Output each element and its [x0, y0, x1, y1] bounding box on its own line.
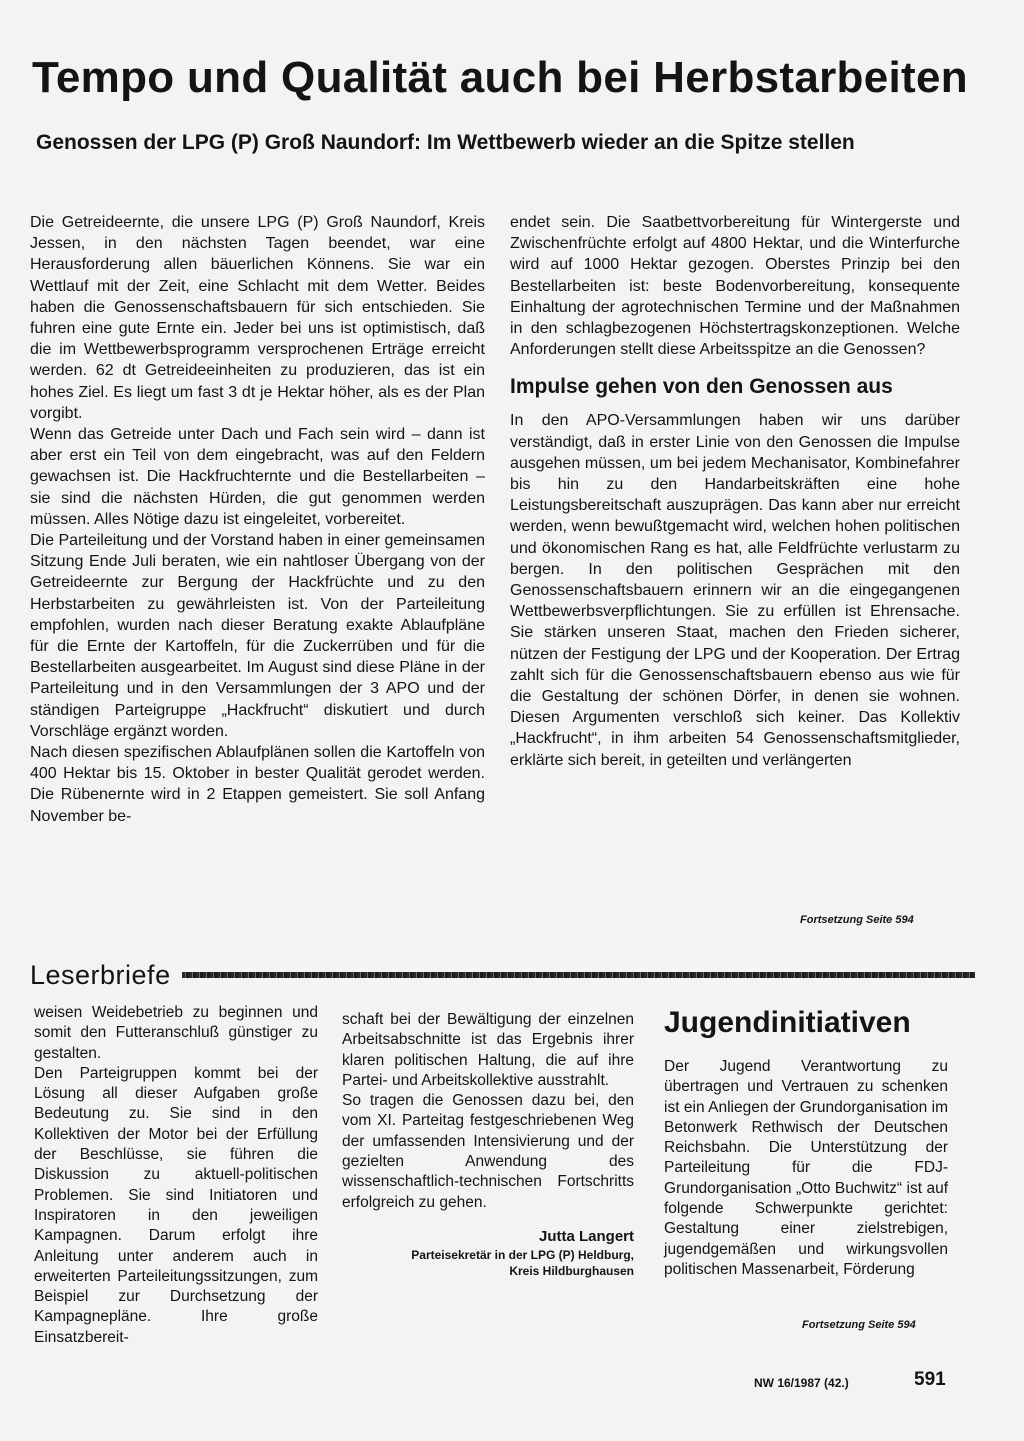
letter-paragraph: weisen Weidebetrieb zu beginnen und somit den Futteranschluß günstiger zu gestalten.	[34, 1004, 318, 1062]
letters-section-label: Leserbriefe	[30, 958, 181, 992]
letters-column-1	[34, 1003, 318, 1348]
letter-author-name: Jutta Langert	[538, 1227, 634, 1245]
youth-continuation-note: Fortsetzung Seite 594	[802, 1319, 916, 1331]
section-divider-rule	[182, 972, 975, 978]
letter-author-title: Parteisekretär in der LPG (P) Heldburg,	[411, 1248, 634, 1263]
youth-initiatives-column	[664, 1003, 948, 1280]
letter-paragraph: Den Parteigruppen kommt bei der Lösung all dieser Aufgaben große Bedeutung zu. Sie sind in den Kollektiven der Motor bei der Erfüllung der Beschlüsse, sie führen die Diskussion zu aktuell-politischen Problemen. Sie sind Initiatoren und Inspiratoren in den jeweiligen Kampagnen. Darum erfolgt ihre Anleitung unter anderem auch in erweiterten Parteileitungssitzungen, zum Beispiel zur Durchsetzung der Kampagnepläne. Ihre große Einsatzbereit-	[34, 1064, 318, 1346]
article-column-2	[510, 212, 960, 771]
article-paragraph: Die Getreideernte, die unsere LPG (P) Groß Naundorf, Kreis Jessen, in den nächsten Tagen beendet, war eine Herausforderung allen bäuerlichen Könnens. Sie war ein Wettlauf mit der Zeit, eine Schlacht mit dem Wetter. Beides haben die Genossenschaftsbauern für sich entschieden. Sie fuhren eine gute Ernte ein. Jeder bei uns ist optimistisch, daß die im Wettbewerbsprogramm versprochenen Erträge erreicht werden. 62 dt Getreideeinheiten zu produzieren, das ist ein hohes Ziel. Es liegt um fast 3 dt je Hektar höher, als es der Plan vorgibt.	[30, 214, 485, 422]
page-number: 591	[914, 1369, 946, 1390]
youth-initiatives-paragraph: Der Jugend Verantwortung zu übertragen und Vertrauen zu schenken ist ein Anliegen der Grundorganisation im Betonwerk Rethwisch der Deutschen Reichsbahn. Die Unterstützung der Parteileitung für die FDJ-Grundorganisation „Otto Buchwitz“ ist auf folgende Schwerpunkte gerichtet: Gestaltung einer zielstrebigen, jugendgemäßen und wirkungsvollen politischen Massenarbeit, Förderung	[664, 1058, 948, 1278]
letters-section-header	[30, 958, 975, 992]
article-paragraph: endet sein. Die Saatbettvorbereitung für Wintergerste und Zwischenfrüchte erfolgt auf 4800 Hektar, und die Winterfurche wird auf 1000 Hektar gezogen. Oberstes Prinzip bei den Bestellarbeiten ist: beste Bodenvorbereitung, konsequente Einhaltung der agrotechnischen Termine und der Maßnahmen in den schlagbezogenen Höchstertragskonzeptionen. Welche Anforderungen stellt diese Arbeitsspitze an die Genossen?	[510, 214, 960, 359]
article-headline: Tempo und Qualität auch bei Herbstarbeiten	[32, 53, 968, 102]
article-paragraph: Wenn das Getreide unter Dach und Fach sein wird – dann ist aber erst ein Teil von dem eingebracht, was auf den Feldern gewachsen ist. Die Hackfruchternte und die Bestellarbeiten – sie sind die nächsten Hürden, die gut genommen werden müssen. Alles Nötige dazu ist eingeleitet, vorbereitet.	[30, 426, 485, 528]
letter-author-place: Kreis Hildburghausen	[509, 1264, 634, 1279]
letter-paragraph: schaft bei der Bewältigung der einzelnen Arbeitsabschnitte ist das Ergebnis ihrer klaren politischen Haltung, die auf ihre Partei- und Arbeitskollektive ausstrahlt.	[342, 1011, 634, 1089]
letter-signature	[342, 1227, 634, 1279]
article-paragraph: In den APO-Versammlungen haben wir uns darüber verständigt, daß in erster Linie von den Genossen die Impulse ausgehen müssen, um bei jedem Mechanisator, Kombinefahrer bis hin zu den Handarbeitskräften eine hohe Leistungsbereitschaft auszuprägen. Das kann aber nur erreicht werden, wenn bewußtgemacht wird, welchen hohen politischen und ökonomischen Rang es hat, alle Feldfrüchte verlustarm zu bergen. In den politischen Gesprächen mit den Genossenschaftsbauern erinnern wir an die eingegangenen Wettbewerbsverpflichtungen. Sie zu erfüllen ist Ehrensache. Sie stärken unseren Staat, machen den Frieden sicherer, nützen der Festigung der LPG und der Kooperation. Der Ertrag zahlt sich für die Genossenschaftsbauern ebenso aus wie für die Gestaltung der schönen Dörfer, in denen sie wohnen. Diesen Argumenten verschloß sich keiner. Das Kollektiv „Hackfrucht“, in ihm arbeiten 54 Genossenschaftsmitglieder, erklärte sich bereit, in geteilten und verlängerten	[510, 412, 960, 769]
youth-initiatives-heading: Jugendinitiativen	[664, 1006, 911, 1039]
article-continuation-note: Fortsetzung Seite 594	[800, 914, 914, 926]
issue-info: NW 16/1987 (42.)	[754, 1376, 849, 1390]
article-subheadline: Genossen der LPG (P) Groß Naundorf: Im Wettbewerb wieder an die Spitze stellen	[36, 131, 855, 154]
article-paragraph: Nach diesen spezifischen Ablaufplänen sollen die Kartoffeln von 400 Hektar bis 15. Oktober in bester Qualität gerodet werden. Die Rübenernte wird in 2 Etappen gemeistert. Sie soll Anfang November be-	[30, 744, 485, 825]
article-column-1	[30, 212, 485, 827]
article-section-heading: Impulse gehen von den Genossen aus	[510, 375, 893, 399]
article-paragraph: Die Parteileitung und der Vorstand haben in einer gemeinsamen Sitzung Ende Juli beraten, wie ein nahtloser Übergang von der Getreideernte zur Bergung der Hackfrüchte und zu den Herbstarbeiten zu gewährleisten ist. Von der Parteileitung empfohlen, wurden nach dieser Beratung exakte Ablaufpläne für die Ernte der Kartoffeln, für die Zuckerrüben und für die Bestellarbeiten ausgearbeitet. Im August sind diese Pläne in der Parteileitung und in den Versammlungen der 3 APO und der ständigen Parteigruppe „Hackfrucht“ diskutiert und durch Vorschläge ergänzt worden.	[30, 532, 485, 740]
letter-paragraph: So tragen die Genossen dazu bei, den vom XI. Parteitag festgeschriebenen Weg der umfassenden Intensivierung und der gezielten Anwendung des wissenschaftlich-technischen Fortschritts erfolgreich zu gehen.	[342, 1092, 634, 1211]
letters-column-2	[342, 1010, 634, 1279]
